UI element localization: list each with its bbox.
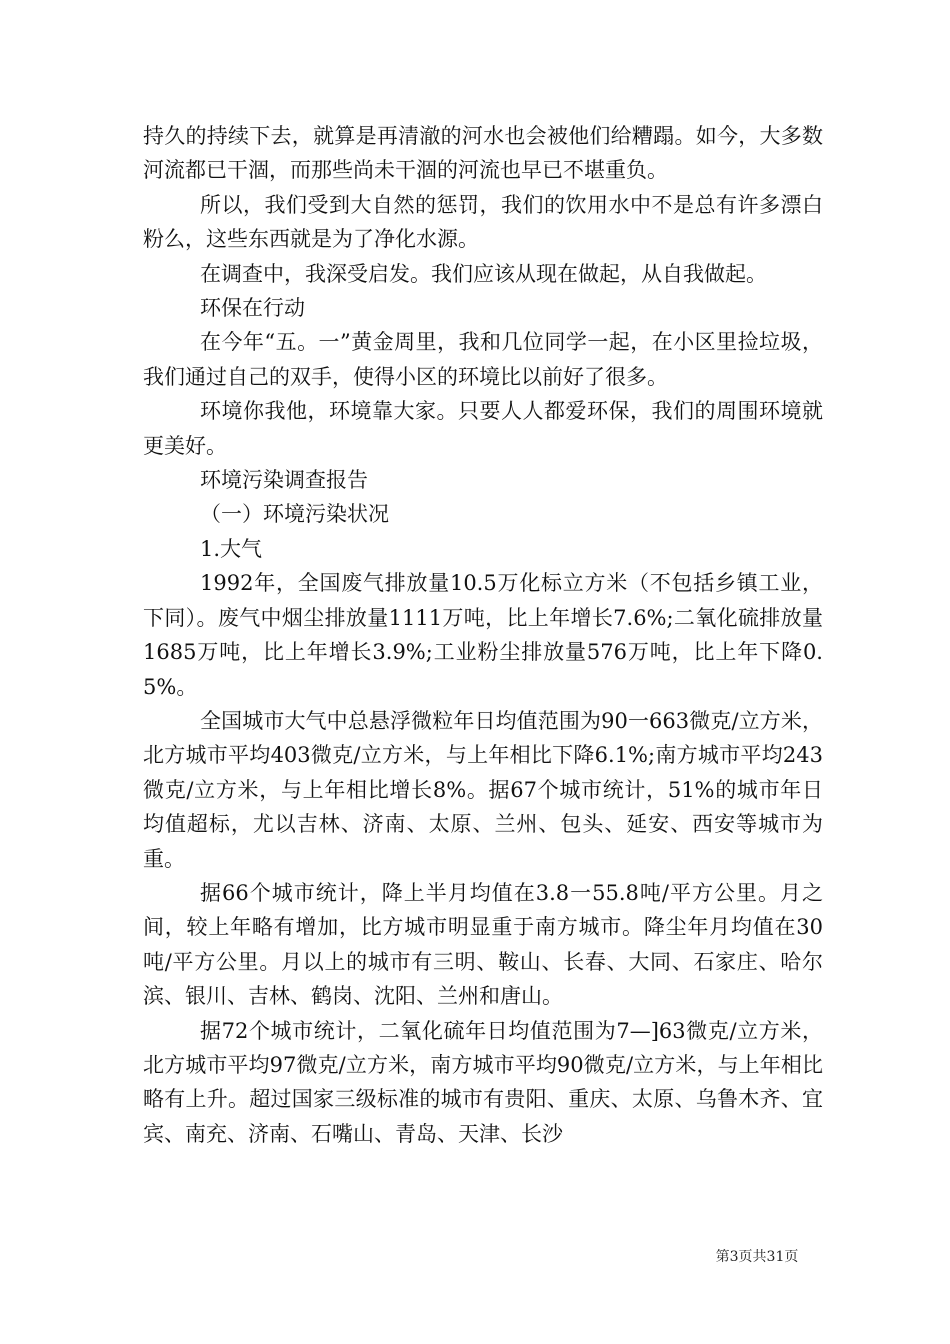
paragraph-10: 1992年，全国废气排放量10.5万化标立方米（不包括乡镇工业，下同）。废气中烟尘排放量1111万吨，比上年增长7.6%;二氧化硫排放量1685万吨，比上年增长3.9%;工业粉尘排放量576万吨，比上年下降0.5%。 [143, 571, 823, 699]
paragraph-13: 据72个城市统计，二氧化硫年日均值范围为7—]63微克/立方米，北方城市平均97微克/立方米，南方城市平均90微克/立方米，与上年相比略有上升。超过国家三级标准的城市有贵阳、重庆、太原、乌鲁木齐、宜宾、南充、济南、石嘴山、青岛、天津、长沙 [143, 1018, 823, 1146]
subsection-heading-atmosphere: 1.大气 [200, 536, 263, 561]
section-heading-environmental-action: 环保在行动 [200, 296, 305, 321]
section-heading-pollution-status: （一）环境污染状况 [200, 502, 389, 527]
page-footer [0, 1246, 950, 1266]
paragraph-6: 环境你我他，环境靠大家。只要人人都爱环保，我们的周围环境就更美好。 [143, 399, 823, 458]
paragraph-12: 据66个城市统计，降上半月均值在3.8一55.8吨/平方公里。月之间，较上年略有增加，比方城市明显重于南方城市。降尘年月均值在30吨/平方公里。月以上的城市有三明、鞍山、长春、大同、石家庄、哈尔滨、银川、吉林、鹤岗、沈阳、兰州和唐山。 [143, 880, 823, 1009]
document-body [143, 119, 823, 1151]
paragraph-1: 持久的持续下去，就算是再清澈的河水也会被他们给糟蹋。如今，大多数河流都已干涸，而那些尚未干涸的河流也早已不堪重负。 [143, 124, 823, 183]
report-title: 环境污染调查报告 [200, 468, 368, 493]
paragraph-2: 所以，我们受到大自然的惩罚，我们的饮用水中不是总有许多漂白粉么，这些东西就是为了净化水源。 [143, 192, 823, 252]
paragraph-3: 在调查中，我深受启发。我们应该从现在做起，从自我做起。 [200, 261, 767, 286]
page-number: 第3页共31页 [715, 1249, 799, 1265]
paragraph-11: 全国城市大气中总悬浮微粒年日均值范围为90一663微克/立方米，北方城市平均403微克/立方米，与上年相比下降6.1%;南方城市平均243微克/立方米，与上年相比增长8%。据67个城市统计，51%的城市年日均值超标，尤以吉林、济南、太原、兰州、包头、延安、西安等城市为重。 [143, 708, 823, 871]
paragraph-5: 在今年“五。一”黄金周里，我和几位同学一起，在小区里捡垃圾，我们通过自己的双手，使得小区的环境比以前好了很多。 [143, 330, 823, 389]
